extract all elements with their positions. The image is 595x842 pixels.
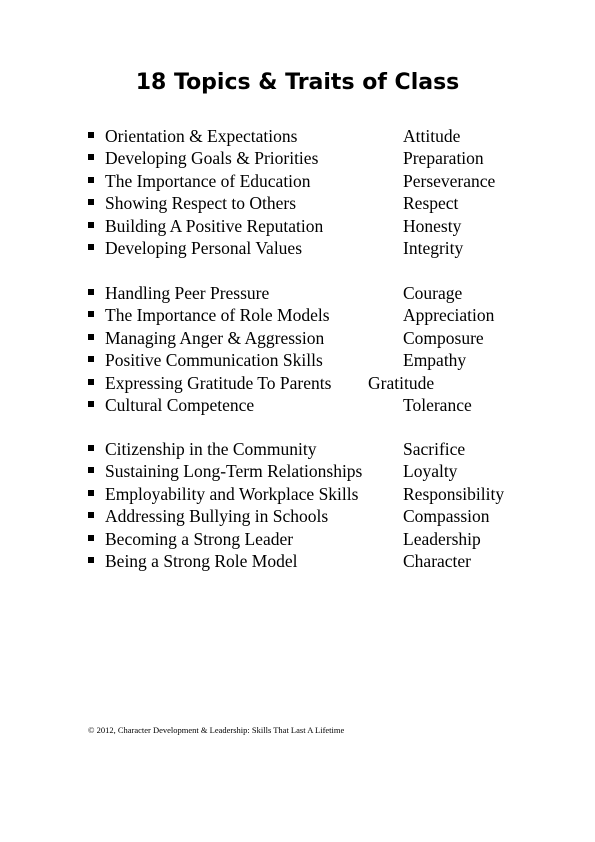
list-item	[88, 394, 558, 416]
topic-label: Employability and Workplace Skills	[105, 483, 359, 504]
list-item	[88, 349, 558, 371]
page-title: 18 Topics & Traits of Class	[135, 70, 460, 95]
topic-label: Building A Positive Reputation	[105, 215, 324, 236]
square-bullet-icon	[88, 132, 94, 138]
list-item	[88, 372, 558, 394]
trait-label: Gratitude	[368, 372, 435, 393]
trait-label: Compassion	[403, 506, 490, 527]
trait-label: Courage	[403, 283, 463, 303]
list-item	[88, 304, 558, 326]
square-bullet-icon	[88, 154, 94, 160]
square-bullet-icon	[88, 467, 94, 473]
trait-label: Integrity	[403, 237, 464, 258]
list-item	[88, 460, 558, 482]
square-bullet-icon	[88, 557, 94, 563]
list-item	[88, 237, 558, 259]
topic-label: Citizenship in the Community	[105, 439, 317, 459]
list-item	[88, 192, 558, 214]
topic-label: The Importance of Role Models	[105, 305, 330, 326]
square-bullet-icon	[88, 445, 94, 451]
topic-label: Orientation & Expectations	[105, 126, 298, 146]
trait-label: Leadership	[403, 528, 481, 549]
trait-label: Responsibility	[403, 483, 505, 504]
topic-label: The Importance of Education	[105, 170, 311, 191]
list-item	[88, 505, 558, 527]
topic-group-3	[88, 438, 558, 572]
topic-group-1	[88, 125, 558, 259]
list-item	[88, 483, 558, 505]
square-bullet-icon	[88, 222, 94, 228]
topic-label: Being a Strong Role Model	[105, 550, 298, 571]
topic-label: Showing Respect to Others	[105, 193, 297, 214]
square-bullet-icon	[88, 512, 94, 518]
trait-label: Attitude	[403, 126, 461, 146]
trait-label: Perseverance	[403, 170, 496, 191]
list-item	[88, 550, 558, 572]
trait-label: Appreciation	[403, 305, 495, 326]
square-bullet-icon	[88, 289, 94, 295]
topic-label: Developing Personal Values	[105, 237, 303, 258]
list-item	[88, 282, 558, 304]
square-bullet-icon	[88, 535, 94, 541]
list-item	[88, 170, 558, 192]
square-bullet-icon	[88, 311, 94, 317]
list-item	[88, 327, 558, 349]
trait-label: Respect	[403, 193, 459, 214]
square-bullet-icon	[88, 177, 94, 183]
topic-label: Managing Anger & Aggression	[105, 327, 325, 348]
trait-label: Honesty	[403, 215, 462, 236]
square-bullet-icon	[88, 401, 94, 407]
topic-label: Handling Peer Pressure	[105, 283, 270, 303]
topic-label: Addressing Bullying in Schools	[105, 506, 329, 527]
topic-label: Sustaining Long-Term Relationships	[105, 461, 363, 482]
copyright-footer: © 2012, Character Development & Leadership: Skills That Last A Lifetime	[88, 725, 345, 735]
topic-label: Cultural Competence	[105, 394, 255, 415]
list-item	[88, 528, 558, 550]
list-item	[88, 438, 558, 460]
topic-label: Positive Communication Skills	[105, 350, 323, 371]
square-bullet-icon	[88, 199, 94, 205]
topic-label: Becoming a Strong Leader	[105, 528, 294, 549]
square-bullet-icon	[88, 490, 94, 496]
list-item	[88, 215, 558, 237]
square-bullet-icon	[88, 356, 94, 362]
topic-group-2	[88, 282, 558, 416]
topic-label: Developing Goals & Priorities	[105, 148, 319, 169]
trait-label: Preparation	[403, 148, 484, 169]
trait-label: Sacrifice	[403, 439, 466, 459]
topic-label: Expressing Gratitude To Parents	[105, 372, 332, 393]
list-item	[88, 147, 558, 169]
square-bullet-icon	[88, 244, 94, 250]
trait-label: Tolerance	[403, 394, 472, 415]
trait-label: Character	[403, 550, 472, 571]
trait-label: Composure	[403, 327, 484, 348]
list-item	[88, 125, 558, 147]
square-bullet-icon	[88, 334, 94, 340]
trait-label: Loyalty	[403, 461, 458, 482]
trait-label: Empathy	[403, 350, 467, 371]
square-bullet-icon	[88, 379, 94, 385]
